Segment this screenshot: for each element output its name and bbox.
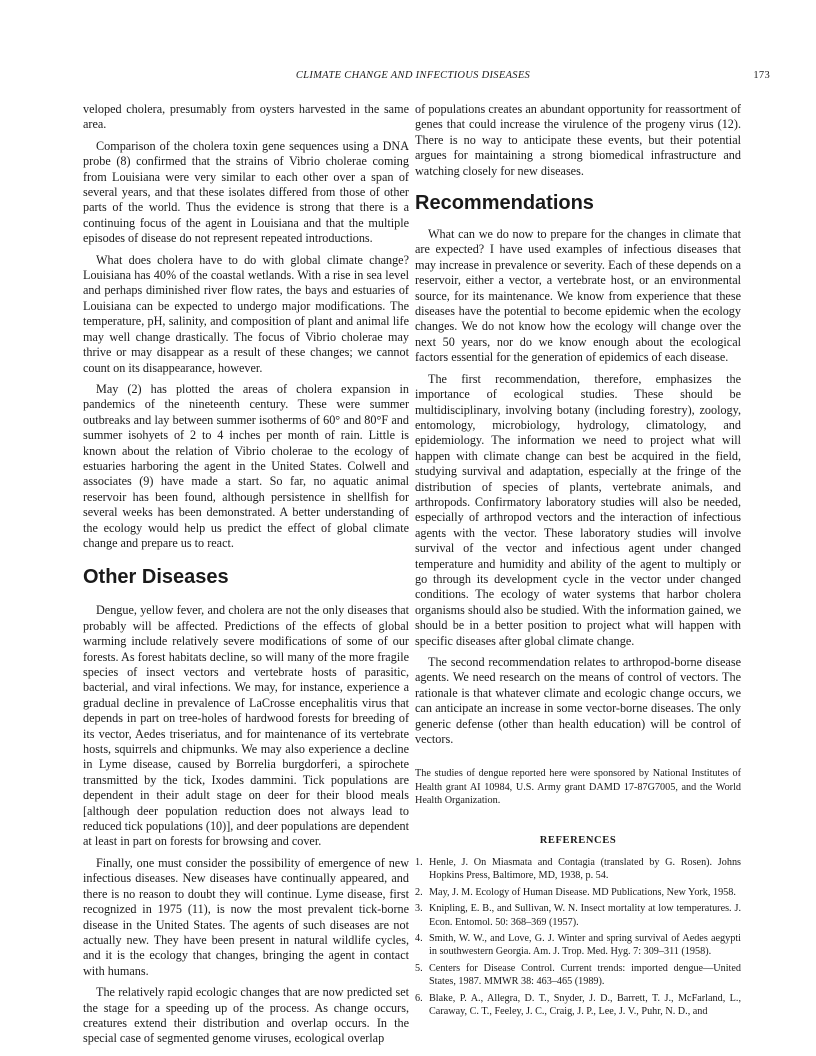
paragraph: The first recommendation, therefore, emphasizes the importance of ecological studies. These should be multidisciplinary, involving botany (including forestry), zoology, entomology, microbiology, hydrology, climatology, and epidemiology. The information we need to project what will happen with climate change can best be acquired in the field, studying survival and adaptation, especially at the fringe of the distribution of species of plants, vertebrate animals, and arthropods. Confirmatory laboratory studies will also be needed, especially of arthropod vectors and the interaction of infectious agents with the vector. These laboratory studies will involve survival of the vector and infectious agent under changed temperature and humidity and ability of the agent to multiply or go through its development cycle in the vector under changed conditions. The ecology of water systems that harbor cholera organisms should also be studied. With the information gained, we should be in a better position to project what will happen with specific diseases after global climate change.: [415, 371, 741, 648]
reference-text: Smith, W. W., and Love, G. J. Winter and spring survival of Aedes aegypti in southwestern Georgia. Am. J. Trop. Med. Hyg. 7: 309–311 (1958).: [429, 933, 741, 958]
paragraph: Dengue, yellow fever, and cholera are not the only diseases that probably will be affected. Predictions of the effects of global warming include relatively severe modifications of some of our forests. As forest habitats decline, so will many of the more fragile species of insect vectors and vertebrate hosts of parasitic, bacterial, and viral infections. We may, for instance, experience a gradual decline in prevalence of LaCrosse encephalitis virus that depends in part on tree-holes of hardwood forests for breeding of its vector, Aedes triseriatus, and for maintenance of its vertebrate hosts, squirrels and chipmunks. We may also experience a decline in Lyme disease, caused by Borrelia burgdorferi, a spirochete transmitted by the tick, Ixodes dammini. Tick populations are dependent in their adult stage on deer for their blood meals [although deer population reduction does not always lead to reduced tick populations (10)], and deer populations are dependent at least in part on forests for browsing and cover.: [83, 603, 409, 849]
reference-text: May, J. M. Ecology of Human Disease. MD Publications, New York, 1958.: [429, 886, 736, 898]
paragraph: May (2) has plotted the areas of cholera expansion in pandemics of the nineteenth century. These were summer outbreaks and lay between summer isotherms of 60° and 80°F and summer isohyets of 2 to 4 inches per month of rain. Little is known about the relation of Vibrio cholerae to the ecology of estuaries harboring the agent in the United States. Colwell and associates (9) have made a start. So far, no aquatic animal reservoir has been found, although persistence in shellfish for several weeks has been demonstrated. A better understanding of the ecology would help us predict the effect of global climate change and prepare us to react.: [83, 381, 409, 550]
reference-item: [415, 962, 741, 989]
right-column: [415, 102, 741, 1022]
paragraph: veloped cholera, presumably from oysters harvested in the same area.: [83, 102, 409, 132]
reference-item: [415, 992, 741, 1019]
reference-item: [415, 856, 741, 883]
running-header: [56, 70, 770, 86]
reference-number: 3.: [415, 903, 423, 915]
reference-number: 4.: [415, 933, 423, 945]
acknowledgment: The studies of dengue reported here were sponsored by National Institutes of Health grant AI 10984, U.S. Army grant DAMD 17-87G7005, and the World Health Organization.: [415, 768, 741, 806]
running-title: CLIMATE CHANGE AND INFECTIOUS DISEASES: [295, 70, 531, 81]
reference-number: 2.: [415, 886, 423, 898]
reference-item: [415, 902, 741, 929]
paragraph: Comparison of the cholera toxin gene sequences using a DNA probe (8) confirmed that the strains of Vibrio cholerae coming from Louisiana were very similar to each other over a span of several years, and that these isolates differed from those of other parts of the world. Thus the evidence is strong that there is a continuing focus of the agent in Louisiana and that the multiple episodes of disease do not represent repeated introductions.: [83, 138, 409, 246]
paragraph: The second recommendation relates to arthropod-borne disease agents. We need research on the means of control of vectors. The rationale is that whatever climate and ecologic change occurs, we can anticipate an increase in some vector-borne diseases. The only generic defense (other than health education) will be control of vectors.: [415, 655, 741, 747]
reference-number: 1.: [415, 857, 423, 869]
paragraph: What does cholera have to do with global climate change? Louisiana has 40% of the coastal wetlands. With a rise in sea level and perhaps diminished river flow rates, the bays and estuaries of Louisiana can be expected to undergo major modifications. The temperature, pH, salinity, and composition of plant and animal life may well change drastically. The focus of Vibrio cholerae may thrive or may disappear as a result of these changes; we cannot count on its disappearance, however.: [83, 252, 409, 375]
reference-text: Henle, J. On Miasmata and Contagia (translated by G. Rosen). Johns Hopkins Press, Baltimore, MD, 1938, p. 54.: [429, 857, 741, 882]
reference-text: Blake, P. A., Allegra, D. T., Snyder, J. D., Barrett, T. J., McFarland, L., Caraway, C. T., Feeley, J. C., Craig, J. P., Lee, J. V., Puhr, N. D., and: [429, 992, 741, 1018]
references-heading: REFERENCES: [539, 835, 617, 847]
paragraph: Finally, one must consider the possibility of emergence of new infectious diseases. New diseases have continually appeared, and there is no reason to doubt they will continue. Lyme disease, first recognized in 1975 (11), is now the most prevalent tick-borne disease in the United States. The agents of such diseases are not actually new. They have been present in natural wildlife cycles, and it is the ecology that changes, bringing the agent in contact with humans.: [83, 855, 409, 978]
section-heading-other-diseases: Other Diseases: [83, 566, 229, 589]
reference-text: Centers for Disease Control. Current trends: imported dengue—United States, 1987. MMWR 38: 463–465 (1989).: [429, 962, 741, 988]
reference-list: [415, 856, 741, 1018]
left-column: [83, 102, 409, 1053]
reference-number: 6.: [415, 992, 423, 1004]
reference-text: Knipling, E. B., and Sullivan, W. N. Insect mortality at low temperatures. J. Econ. Entomol. 50: 368–369 (1957).: [429, 903, 741, 928]
page-number: 173: [753, 70, 770, 81]
paragraph: What can we do now to prepare for the changes in climate that are expected? I have used examples of infectious diseases that may increase in prevalence or severity. Each of these depends on a reservoir, either a vector, a vertebrate host, or an environmental source, for its maintenance. We know from experience that these diseases have the potential to become epidemic when the ecology changes. We do not know how the ecology will change over the next 50 years, nor do we know enough about the ecological factors essential for the generation of epidemics of each disease.: [415, 227, 741, 365]
reference-number: 5.: [415, 962, 423, 974]
paragraph: of populations creates an abundant opportunity for reassortment of genes that could increase the virulence of the progeny virus (12). There is no way to anticipate these events, but their potential argues for maintaining a strong biomedical infrastructure and watching closely for new diseases.: [415, 102, 741, 178]
reference-item: [415, 886, 741, 899]
reference-item: [415, 932, 741, 959]
section-heading-recommendations: Recommendations: [415, 192, 594, 215]
paragraph: The relatively rapid ecologic changes that are now predicted set the stage for a speeding up of the process. As change occurs, creatures extend their distribution and overlap occurs. In the special case of segmented genome viruses, ecological overlap: [83, 985, 409, 1046]
